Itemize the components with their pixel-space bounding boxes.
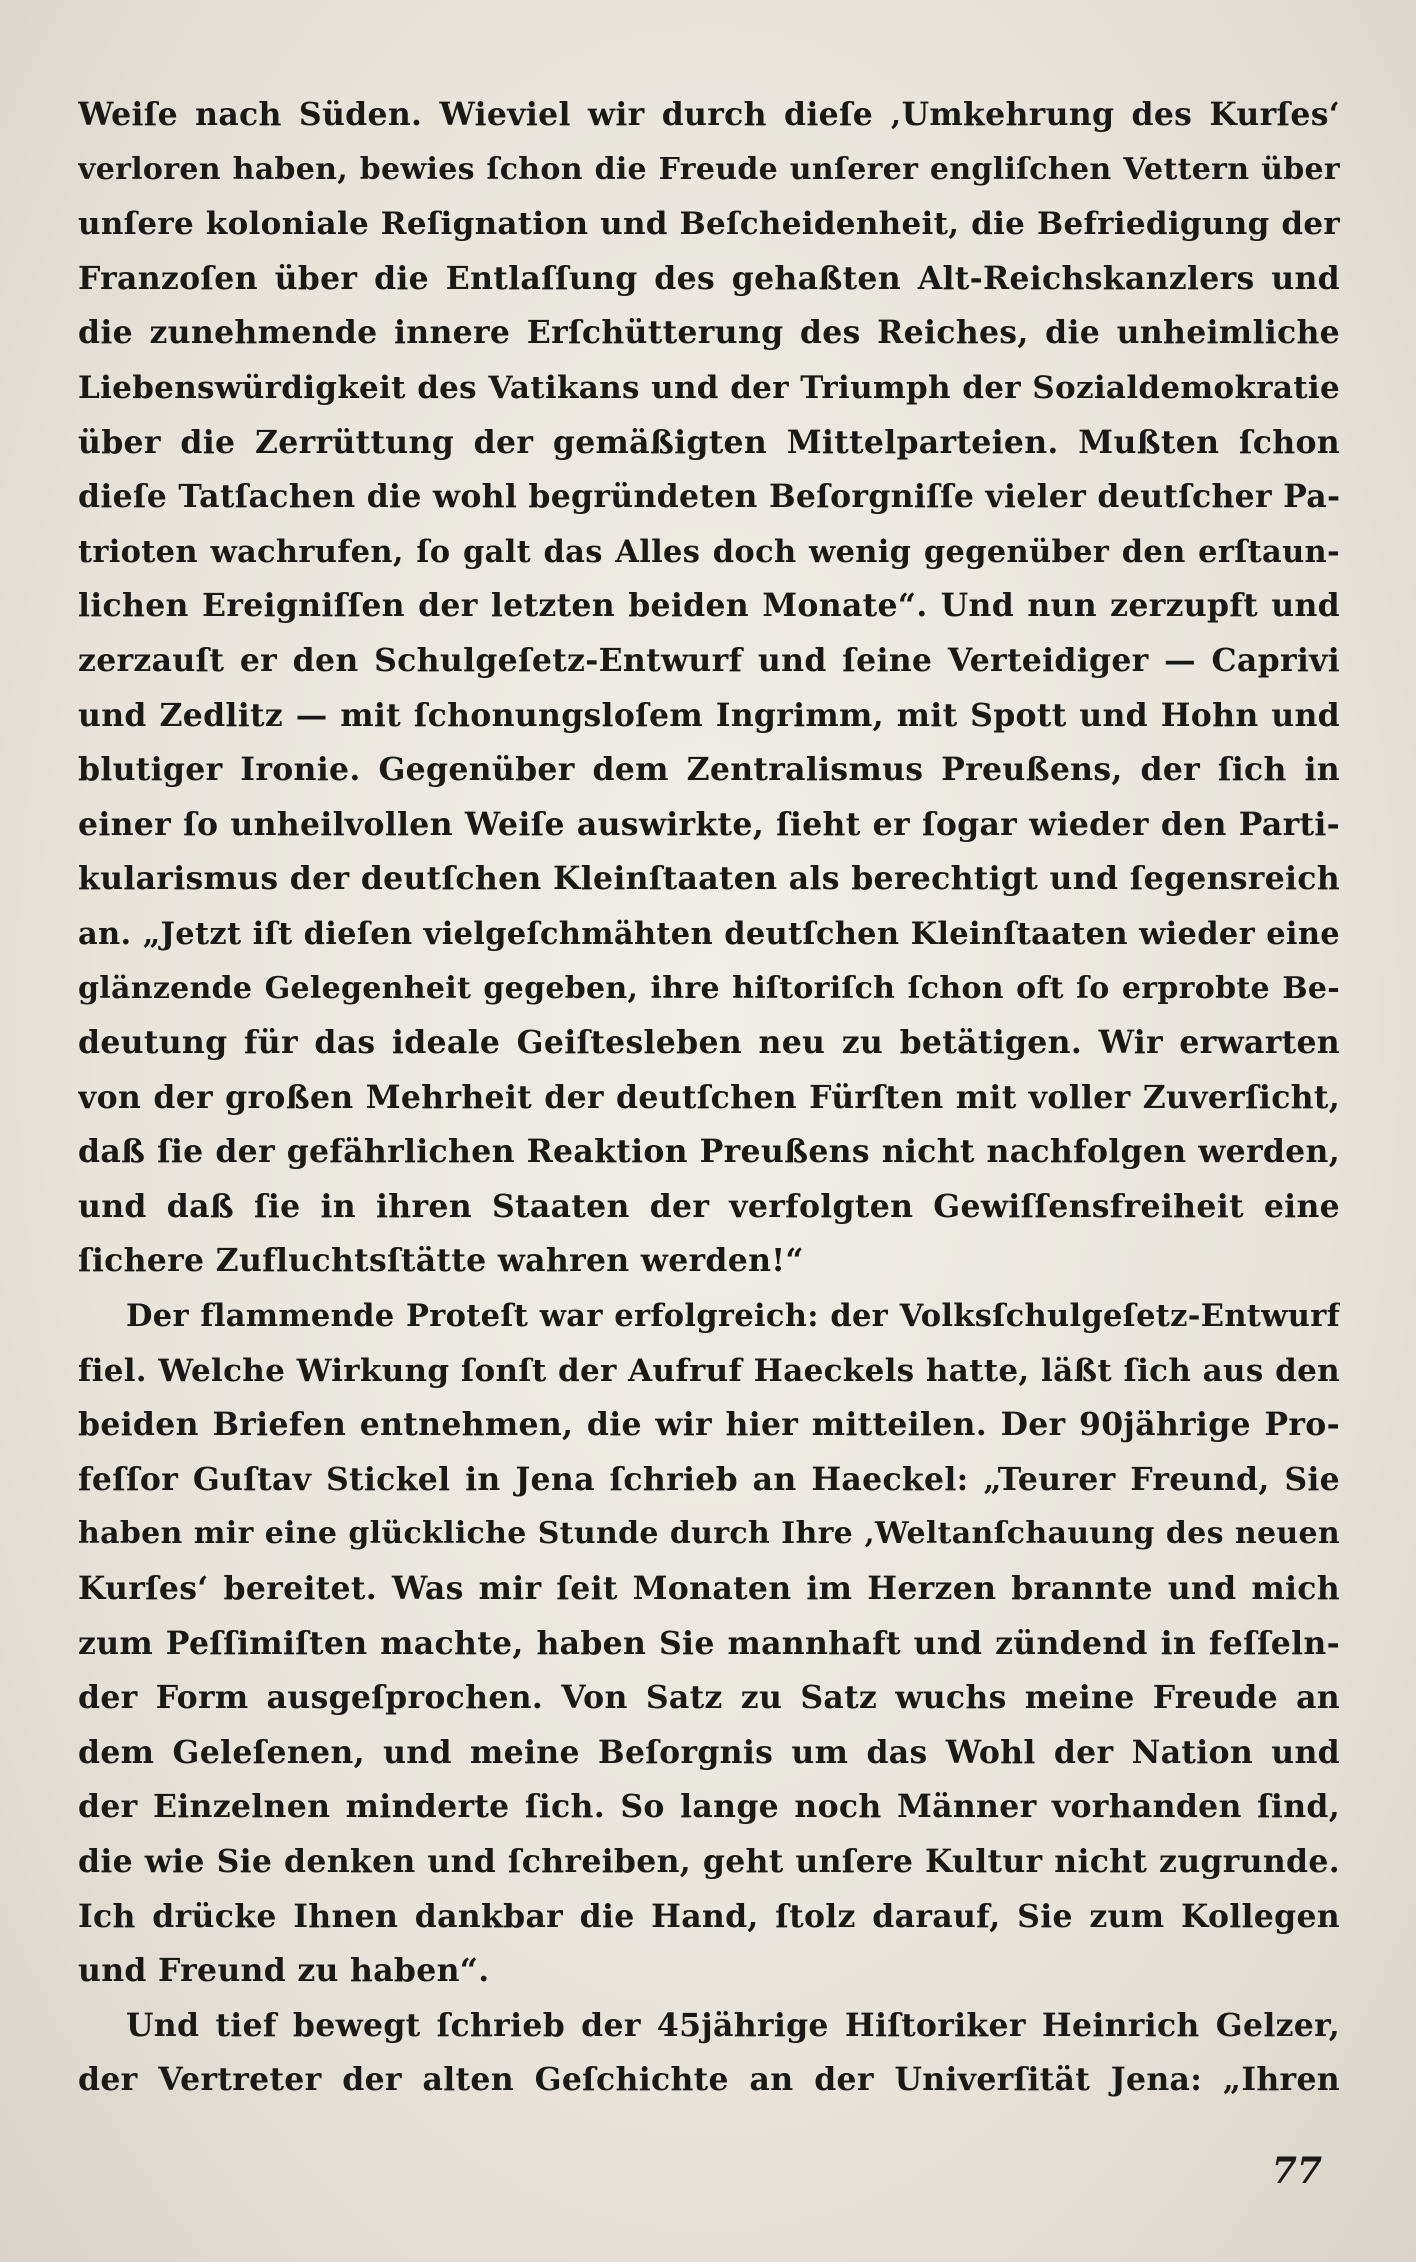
text-line: Ich drücke Ihnen dankbar die Hand, ſtolz darauf, Sie zum Kollegen	[78, 1897, 1340, 1935]
text-line: an. „Jetzt iſt dieſen vielgeſchmähten deutſchen Kleinſtaaten wieder eine	[78, 915, 1340, 952]
text-line: ſichere Zufluchtsſtätte wahren werden!“	[78, 1242, 804, 1280]
body-text	[78, 88, 1340, 2108]
text-line: beiden Briefen entnehmen, die wir hier mitteilen. Der 90jährige Pro-	[78, 1406, 1340, 1444]
text-line: zum Peſſimiſten machte, haben Sie mannhaft und zündend in feſſeln-	[78, 1624, 1340, 1662]
text-line: und Zedlitz — mit ſchonungsloſem Ingrimm, mit Spott und Hohn und	[78, 696, 1340, 734]
text-line: kularismus der deutſchen Kleinſtaaten als berechtigt und ſegensreich	[78, 860, 1340, 898]
text-line: lichen Ereigniſſen der letzten beiden Monate“. Und nun zerzupft und	[78, 587, 1340, 625]
text-line: fiel. Welche Wirkung ſonſt der Aufruf Haeckels hatte, läßt ſich aus den	[78, 1352, 1340, 1389]
text-line: blutiger Ironie. Gegenüber dem Zentralismus Preußens, der ſich in	[78, 751, 1340, 789]
text-line: der Einzelnen minderte ſich. So lange noch Männer vorhanden ſind,	[78, 1788, 1340, 1826]
text-line: der Form ausgeſprochen. Von Satz zu Satz wuchs meine Freude an	[78, 1679, 1340, 1717]
text-line: Kurſes‘ bereitet. Was mir ſeit Monaten im Herzen brannte und mich	[78, 1570, 1340, 1608]
text-line: glänzende Gelegenheit gegeben, ihre hiſtoriſch ſchon oft ſo erprobte Be-	[78, 970, 1340, 1006]
paragraph-start-line: Der flammende Proteſt war erfolgreich: der Volksſchulgeſetz-Entwurf	[126, 1298, 1340, 1335]
page-number: 77	[1271, 2150, 1322, 2192]
text-line: die wie Sie denken und ſchreiben, geht unſere Kultur nicht zugrunde.	[78, 1843, 1340, 1880]
text-line: trioten wachrufen, ſo galt das Alles doch wenig gegenüber den erſtaun-	[78, 533, 1340, 570]
text-line: dem Geleſenen, und meine Beſorgnis um das Wohl der Nation und	[78, 1733, 1340, 1771]
text-line: verloren haben, bewies ſchon die Freude unſerer engliſchen Vettern über	[78, 151, 1340, 187]
text-line: von der großen Mehrheit der deutſchen Fürſten mit voller Zuverſicht,	[78, 1078, 1340, 1116]
text-line: die zunehmende innere Erſchütterung des Reiches, die unheimliche	[78, 314, 1340, 352]
text-line: über die Zerrüttung der gemäßigten Mittelparteien. Mußten ſchon	[78, 423, 1340, 461]
text-line: Weiſe nach Süden. Wieviel wir durch dieſe ‚Umkehrung des Kurſes‘	[78, 96, 1340, 133]
text-line: unſere koloniale Reſignation und Beſcheidenheit, die Befriedigung der	[78, 206, 1340, 243]
text-line: einer ſo unheilvollen Weiſe auswirkte, ſieht er ſogar wieder den Parti-	[78, 805, 1340, 843]
text-line: und Freund zu haben“.	[78, 1952, 490, 1990]
text-line: deutung für das ideale Geiſtesleben neu zu betätigen. Wir erwarten	[78, 1024, 1340, 1062]
text-line: zerzauſt er den Schulgeſetz-Entwurf und ſeine Verteidiger — Caprivi	[78, 641, 1340, 679]
text-line: und daß ſie in ihren Staaten der verfolgten Gewiſſensfreiheit eine	[78, 1187, 1340, 1225]
text-line: Liebenswürdigkeit des Vatikans und der Triumph der Sozialdemokratie	[78, 369, 1340, 406]
text-line: daß ſie der gefährlichen Reaktion Preußens nicht nachfolgen werden,	[78, 1133, 1340, 1171]
text-line: der Vertreter der alten Geſchichte an der Univerſität Jena: „Ihren	[78, 2061, 1340, 2099]
text-line: haben mir eine glückliche Stunde durch Ihre ‚Weltanſchauung des neuen	[78, 1516, 1340, 1552]
text-line: feſſor Guſtav Stickel in Jena ſchrieb an Haeckel: „Teurer Freund, Sie	[78, 1460, 1340, 1498]
paragraph-start-line: Und tief bewegt ſchrieb der 45jährige Hiſtoriker Heinrich Gelzer,	[126, 2006, 1340, 2044]
text-line: dieſe Tatſachen die wohl begründeten Beſorgniſſe vieler deutſcher Pa-	[78, 478, 1340, 516]
text-line: Franzoſen über die Entlaſſung des gehaßten Alt-Reichskanzlers und	[78, 259, 1340, 297]
